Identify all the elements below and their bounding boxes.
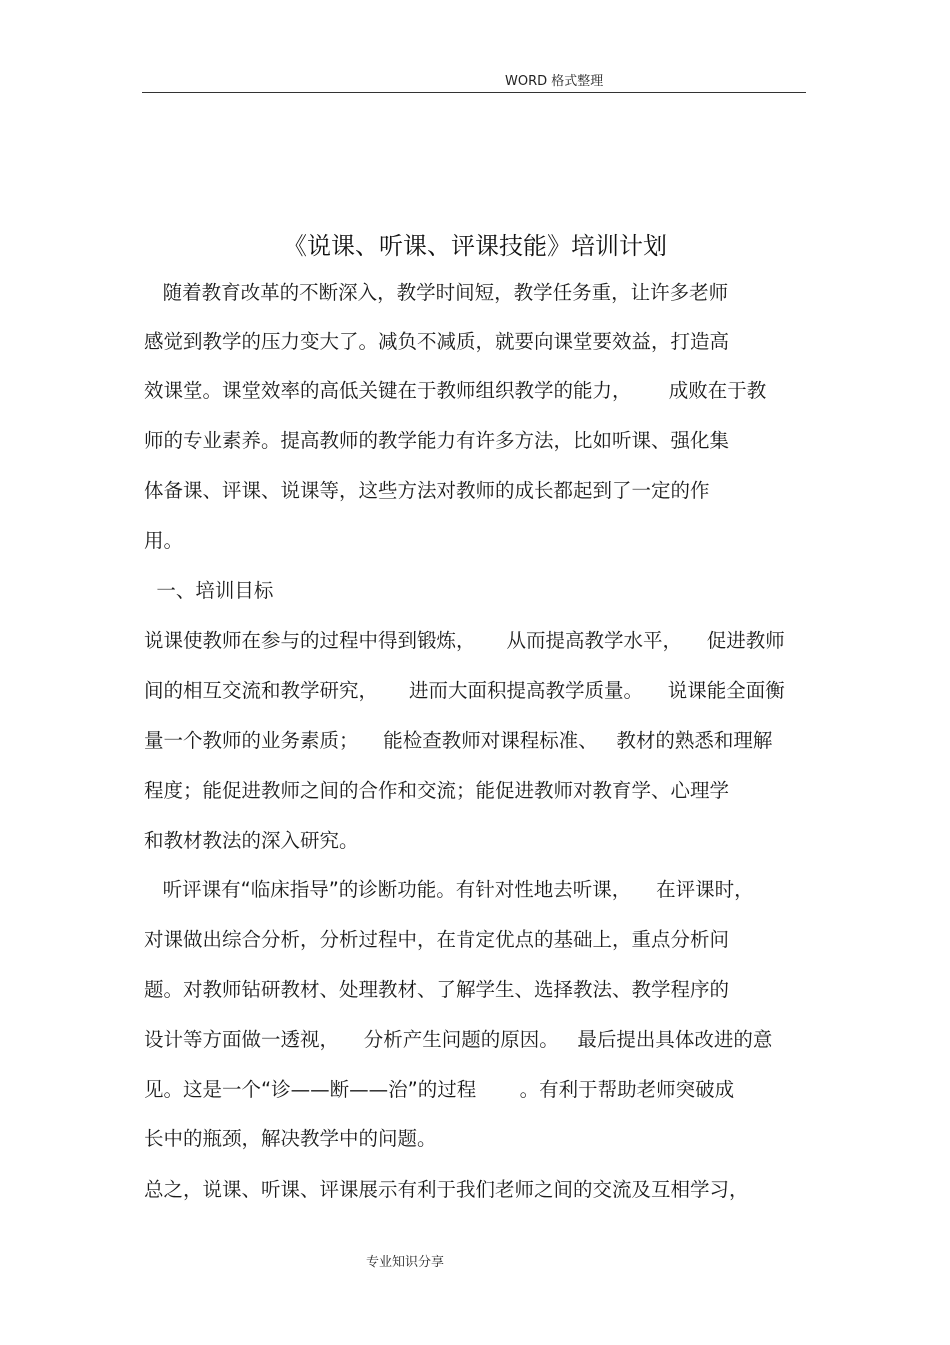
body-line: 对课做出综合分析，分析过程中，在肯定优点的基础上，重点分析问: [144, 928, 730, 951]
body-line: 间的相互交流和教学研究， 进而大面积提高教学质量。 说课能全面衡: [144, 679, 785, 702]
body-line: 量一个教师的业务素质； 能检查教师对课程标准、 教材的熟悉和理解: [144, 729, 773, 752]
section-heading: 一、培训目标: [144, 579, 274, 602]
document-title: 《说课、听课、评课技能》培训计划: [283, 232, 667, 260]
body-line: 用。: [144, 529, 184, 552]
body-line: 程度；能促进教师之间的合作和交流；能促进教师对教育学、心理学: [144, 779, 730, 802]
body-line: 师的专业素养。提高教师的教学能力有许多方法，比如听课、强化集: [144, 429, 730, 452]
header-text: WORD 格式整理: [505, 74, 604, 89]
body-line: 总之，说课、听课、评课展示有利于我们老师之间的交流及互相学习，: [144, 1178, 749, 1201]
body-line: 体备课、评课、说课等，这些方法对教师的成长都起到了一定的作: [144, 479, 710, 502]
body-line: 长中的瓶颈，解决教学中的问题。: [144, 1127, 437, 1150]
body-line: 随着教育改革的不断深入，教学时间短，教学任务重，让许多老师: [144, 281, 729, 304]
body-line: 感觉到教学的压力变大了。减负不减质，就要向课堂要效益，打造高: [144, 330, 730, 353]
body-line: 设计等方面做一透视， 分析产生问题的原因。 最后提出具体改进的意: [144, 1028, 773, 1051]
body-line: 和教材教法的深入研究。: [144, 829, 359, 852]
body-line: 说课使教师在参与的过程中得到锻炼， 从而提高教学水平， 促进教师: [144, 629, 785, 652]
header-divider: [142, 92, 806, 93]
body-line: 题。对教师钻研教材、处理教材、了解学生、选择教法、教学程序的: [144, 978, 730, 1001]
body-line: 听评课有“临床指导”的诊断功能。有针对性地去听课， 在评课时，: [144, 878, 754, 901]
body-line: 效课堂。课堂效率的高低关键在于教师组织教学的能力， 成败在于教: [144, 379, 767, 402]
page-footer: 专业知识分享: [366, 1255, 445, 1270]
body-line: 见。这是一个“诊——断——治”的过程 。有利于帮助老师突破成: [144, 1078, 735, 1101]
